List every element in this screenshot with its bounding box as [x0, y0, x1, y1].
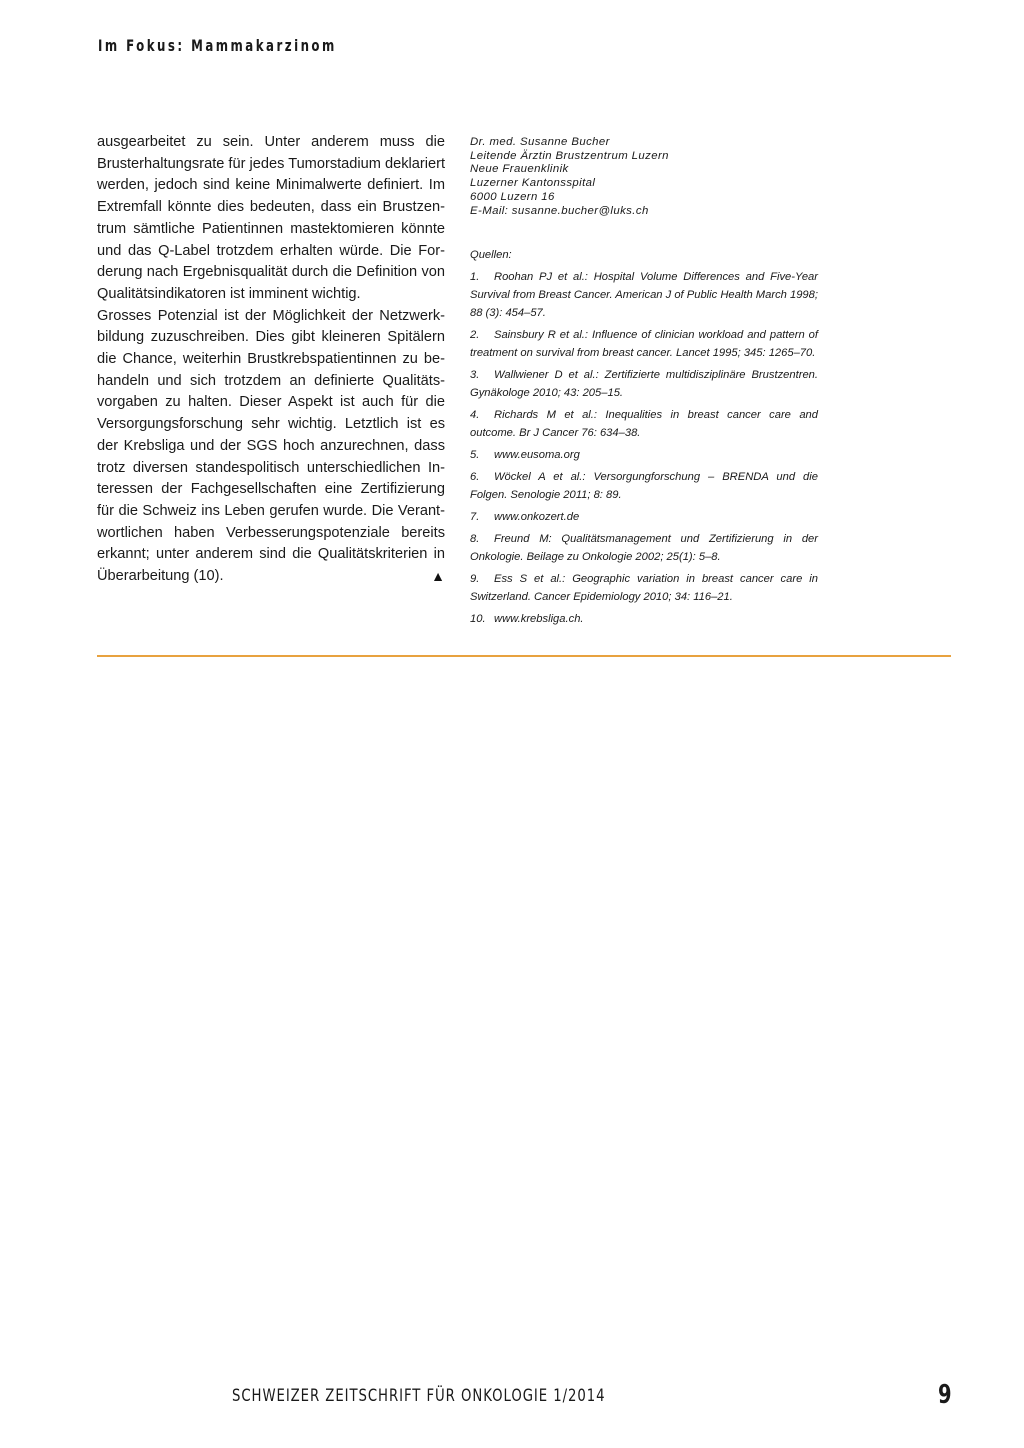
- reference-item: [470, 508, 818, 526]
- reference-text: Richards M et al.: Inequalities in breast cancer care and outcome. Br J Cancer 76: 634–38.: [470, 409, 818, 439]
- references-section: [470, 246, 818, 632]
- reference-item: [470, 468, 818, 504]
- reference-number: 10.: [470, 613, 486, 625]
- reference-number: 1.: [470, 271, 480, 283]
- reference-text: www.onkozert.de: [494, 511, 580, 523]
- reference-number: 3.: [470, 369, 480, 381]
- references-list: [470, 268, 818, 628]
- author-clinic: Neue Frauenklinik: [470, 163, 569, 176]
- author-email: E-Mail: susanne.bucher@luks.ch: [470, 204, 649, 217]
- end-of-article-triangle-icon: ▲: [431, 568, 445, 585]
- reference-number: 8.: [470, 533, 480, 545]
- reference-number: 6.: [470, 471, 480, 483]
- reference-item: [470, 326, 818, 362]
- footer-journal-title: SCHWEIZER ZEITSCHRIFT FÜR ONKOLOGIE 1/2014: [232, 1386, 606, 1406]
- reference-number: 5.: [470, 449, 480, 461]
- section-divider-rule: [97, 655, 951, 657]
- reference-text: www.eusoma.org: [494, 449, 580, 461]
- reference-number: 2.: [470, 329, 480, 341]
- reference-text: Sainsbury R et al.: Influence of clinician workload and pattern of treatment on survival from breast cancer. Lancet 1995; 345: 1265–70.: [470, 329, 818, 359]
- reference-number: 9.: [470, 573, 480, 585]
- reference-text: www.krebsliga.ch.: [494, 613, 584, 625]
- body-paragraph: [97, 306, 445, 588]
- running-header: Im Fokus: Mammakarzinom: [98, 36, 337, 55]
- author-block: [470, 136, 820, 218]
- page-number: 9: [938, 1380, 952, 1410]
- reference-item: [470, 446, 818, 464]
- references-heading: Quellen:: [470, 249, 512, 261]
- reference-number: 7.: [470, 511, 480, 523]
- author-name: Dr. med. Susanne Bucher: [470, 136, 610, 148]
- body-paragraph: ausgearbeitet zu sein. Unter anderem muss die Brusterhaltungsrate für jedes Tumorstadium deklariert werden, jedoch sind keine Minimalwerte definiert. Im Extremfall könnte dies bedeuten, dass ein Brustzentrum sämtliche Patientinnen mastektomieren könnte und das Q-Label trotzdem erhalten würde. Die Forderung nach Ergebnisqualität durch die Definition von Qualitätsindikatoren ist imminent wichtig.: [97, 134, 445, 302]
- reference-item: [470, 366, 818, 402]
- reference-item: [470, 570, 818, 606]
- reference-item: [470, 530, 818, 566]
- reference-text: Ess S et al.: Geographic variation in breast cancer care in Switzerland. Cancer Epidemiology 2010; 34: 116–21.: [470, 573, 818, 603]
- body-paragraph-text: Grosses Potenzial ist der Möglichkeit der Netzwerkbildung zuzuschreiben. Dies gibt kleineren Spitälern die Chance, weiterhin Brustkrebspatientinnen zu behandeln und sich trotzdem an definierte Qualitätsvorgaben zu halten. Dieser Aspekt ist auch für die Versorgungsforschung sehr wichtig. Letztlich ist es der Krebsliga und der SGS hoch anzurechnen, dass trotz diversen standespolitisch unterschiedlichen Interessen der Fachgesellschaften eine Zertifizierung für die Schweiz ins Leben gerufen wurde. Die Verantwortlichen haben Verbesserungspotenziale bereits erkannt; unter anderem sind die Qualitätskriterien in Überarbeitung (10).: [97, 307, 445, 585]
- author-position: Leitende Ärztin Brustzentrum Luzern: [470, 149, 669, 162]
- reference-item: [470, 268, 818, 322]
- reference-text: Wallwiener D et al.: Zertifizierte multidisziplinäre Brustzentren. Gynäkologe 2010; 43: 205–15.: [470, 369, 818, 399]
- reference-item: [470, 406, 818, 442]
- reference-item: [470, 610, 818, 628]
- reference-text: Freund M: Qualitätsmanagement und Zertifizierung in der Onkologie. Beilage zu Onkologie 2002; 25(1): 5–8.: [470, 533, 818, 563]
- author-city: 6000 Luzern 16: [470, 190, 555, 203]
- reference-text: Roohan PJ et al.: Hospital Volume Differences and Five-Year Survival from Breast Cancer. American J of Public Health March 1998; 88 (3): 454–57.: [470, 271, 818, 319]
- reference-text: Wöckel A et al.: Versorgungforschung – BRENDA und die Folgen. Senologie 2011; 8: 89.: [470, 471, 818, 501]
- reference-number: 4.: [470, 409, 480, 421]
- body-text-column: [97, 132, 445, 588]
- author-hospital: Luzerner Kantonsspital: [470, 177, 596, 190]
